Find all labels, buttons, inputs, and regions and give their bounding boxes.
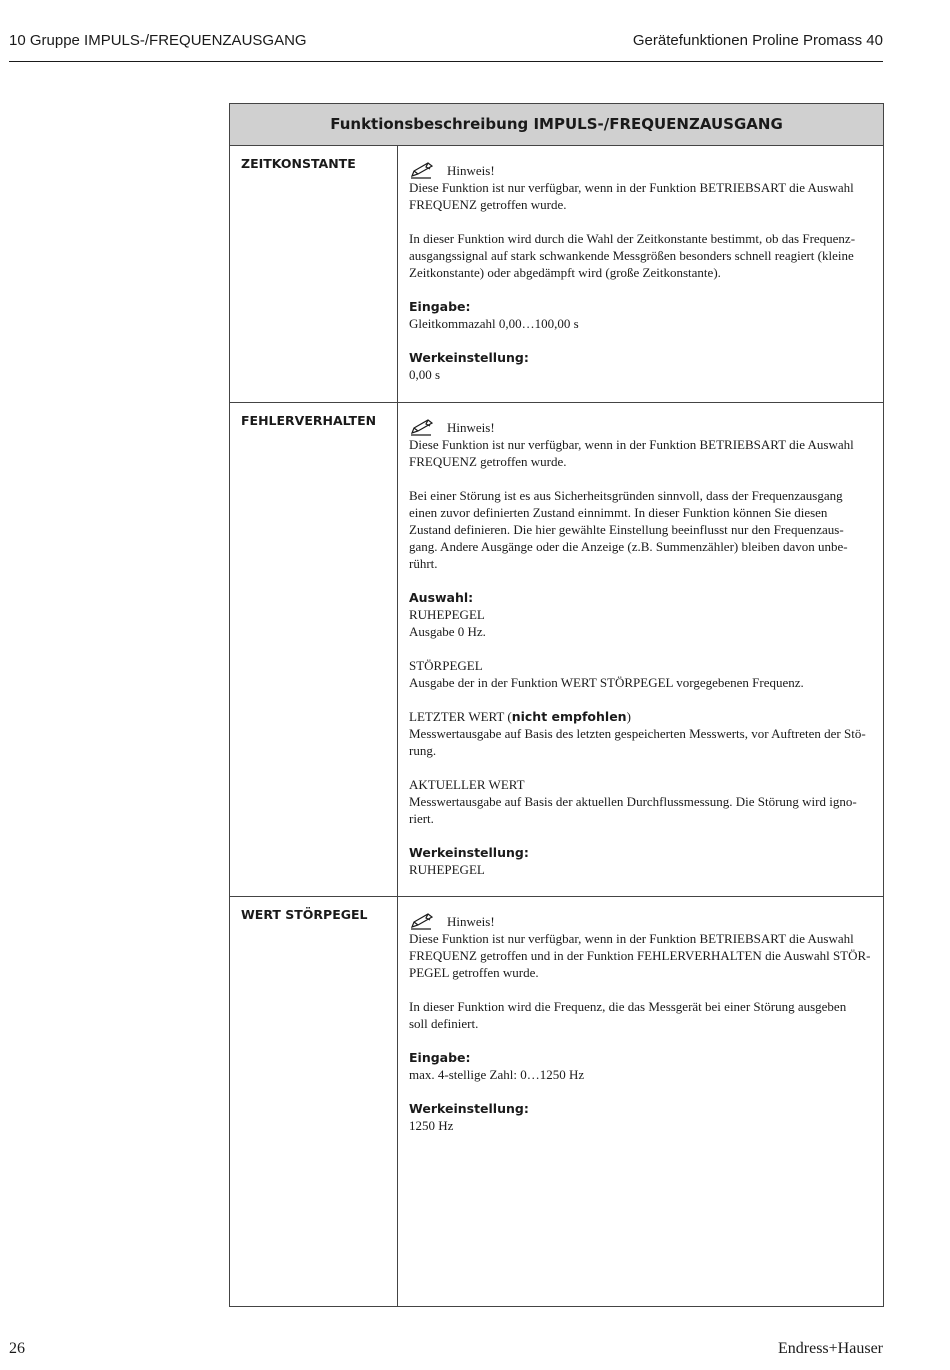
page-number: 26: [9, 1340, 25, 1357]
factory-setting-block: [409, 349, 873, 383]
factory-setting-block: [409, 844, 873, 878]
function-description-table: [229, 103, 884, 1307]
section-title: 10 Gruppe IMPULS-/FREQUENZAUSGANG: [9, 32, 307, 49]
function-description: [398, 897, 883, 1306]
input-value: max. 4-stellige Zahl: 0…1250 Hz: [409, 1067, 585, 1082]
note-line: Diese Funktion ist nur verfügbar, wenn in der Funktion BETRIEBSART die Auswahl: [409, 437, 854, 452]
option-title-emphasis: nicht empfohlen: [511, 709, 627, 724]
note-line: FREQUENZ getroffen wurde.: [409, 197, 567, 212]
option-title: AKTUELLER WERT: [409, 777, 525, 792]
option-description: Ausgabe 0 Hz.: [409, 624, 486, 639]
function-name: ZEITKONSTANTE: [230, 146, 398, 402]
factory-setting-value: 1250 Hz: [409, 1118, 454, 1133]
factory-setting-label: Werkeinstellung:: [409, 845, 529, 860]
option-title-text: LETZTER WERT (: [409, 709, 512, 724]
description-line: ausgangssignal auf stark schwankende Messgrößen besonders schnell reagiert (kleine: [409, 248, 854, 263]
factory-setting-block: [409, 1100, 873, 1134]
brand-name: Endress+Hauser: [778, 1340, 883, 1357]
factory-setting-value: RUHEPEGEL: [409, 862, 485, 877]
factory-setting-label: Werkeinstellung:: [409, 350, 529, 365]
option-description: Messwertausgabe auf Basis der aktuellen Durchflussmessung. Die Störung wird igno-: [409, 794, 857, 809]
description-line: einen zuvor definierten Zustand einnimmt. In dieser Funktion können Sie diesen: [409, 505, 828, 520]
factory-setting-label: Werkeinstellung:: [409, 1101, 529, 1116]
page-header: [9, 32, 883, 62]
input-label: Eingabe:: [409, 1050, 471, 1065]
selection-option: [409, 776, 873, 827]
description-paragraph: [409, 998, 873, 1032]
input-block: [409, 298, 873, 332]
note-line: Diese Funktion ist nur verfügbar, wenn in der Funktion BETRIEBSART die Auswahl: [409, 931, 854, 946]
pencil-icon: [409, 913, 435, 930]
pencil-icon: [409, 419, 435, 436]
option-title-end: ): [626, 709, 631, 724]
document-title: Gerätefunktionen Proline Promass 40: [632, 32, 883, 49]
note-block: [409, 419, 873, 470]
description-line: Zustand definieren. Die hier gewählte Einstellung beeinflusst nur den Frequenzaus-: [409, 522, 844, 537]
option-description: rung.: [409, 743, 437, 758]
selection-option: [409, 657, 873, 691]
note-block: [409, 162, 873, 213]
table-row: [230, 897, 883, 1306]
description-paragraph: [409, 487, 873, 572]
option-description: Messwertausgabe auf Basis des letzten gespeicherten Messwerts, vor Auftreten der Stö-: [409, 726, 866, 741]
description-line: gang. Andere Ausgänge oder die Anzeige (z.B. Summenzähler) bleiben davon unbe-: [409, 539, 848, 554]
table-title: Funktionsbeschreibung IMPULS-/FREQUENZAUSGANG: [230, 104, 883, 146]
option-title: [409, 708, 873, 725]
function-name: WERT STÖRPEGEL: [230, 897, 398, 1306]
function-description: [398, 146, 883, 402]
note-line: FREQUENZ getroffen und in der Funktion FEHLERVERHALTEN die Auswahl STÖR-: [409, 948, 871, 963]
selection-label: Auswahl:: [409, 590, 474, 605]
input-block: [409, 1049, 873, 1083]
description-line: Bei einer Störung ist es aus Sicherheitsgründen sinnvoll, dass der Frequenzausgang: [409, 488, 843, 503]
note-label: Hinweis!: [447, 914, 495, 929]
description-paragraph: [409, 230, 873, 281]
pencil-icon: [409, 162, 435, 179]
note-label: Hinweis!: [447, 420, 495, 435]
note-line: FREQUENZ getroffen wurde.: [409, 454, 567, 469]
description-line: rührt.: [409, 556, 438, 571]
note-label: Hinweis!: [447, 163, 495, 178]
input-label: Eingabe:: [409, 299, 471, 314]
option-title: RUHEPEGEL: [409, 607, 485, 622]
description-line: Zeitkonstante) oder abgedämpft wird (große Zeitkonstante).: [409, 265, 721, 280]
note-line: Diese Funktion ist nur verfügbar, wenn in der Funktion BETRIEBSART die Auswahl: [409, 180, 854, 195]
function-name: FEHLERVERHALTEN: [230, 403, 398, 896]
description-line: soll definiert.: [409, 1016, 479, 1031]
function-description: [398, 403, 883, 896]
factory-setting-value: 0,00 s: [409, 367, 441, 382]
selection-option: [409, 708, 873, 759]
description-line: In dieser Funktion wird die Frequenz, die das Messgerät bei einer Störung ausgeben: [409, 999, 847, 1014]
note-line: PEGEL getroffen wurde.: [409, 965, 539, 980]
table-row: [230, 146, 883, 403]
input-value: Gleitkommazahl 0,00…100,00 s: [409, 316, 579, 331]
option-description: riert.: [409, 811, 434, 826]
option-title: STÖRPEGEL: [409, 658, 483, 673]
note-block: [409, 913, 873, 981]
description-line: In dieser Funktion wird durch die Wahl der Zeitkonstante bestimmt, ob das Frequenz-: [409, 231, 856, 246]
selection-option: [409, 589, 873, 640]
table-row: [230, 403, 883, 897]
option-description: Ausgabe der in der Funktion WERT STÖRPEGEL vorgegebenen Frequenz.: [409, 675, 804, 690]
